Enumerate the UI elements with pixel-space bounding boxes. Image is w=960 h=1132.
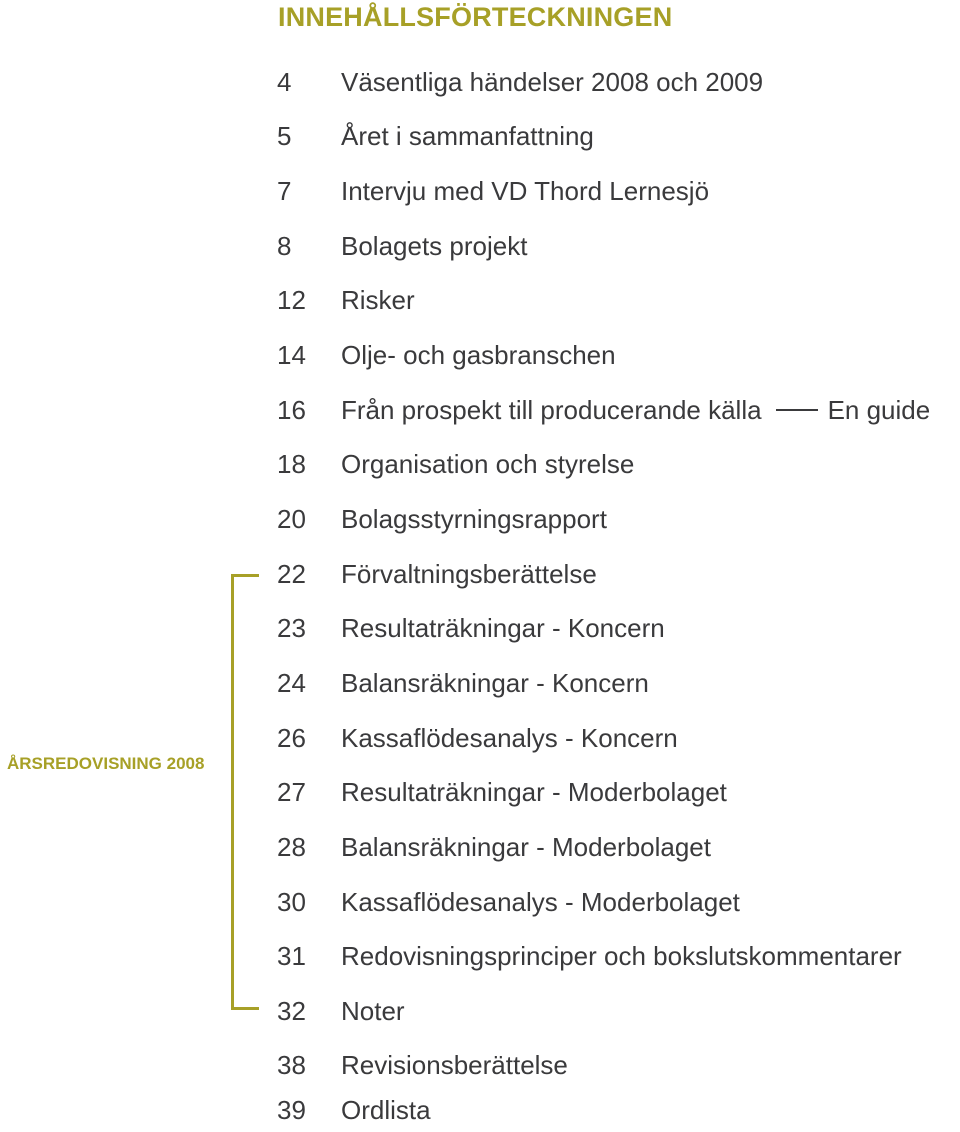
- toc-page-number: 23: [277, 613, 306, 643]
- toc-entry-label: Balansräkningar - Koncern: [341, 668, 649, 698]
- toc-page-number: 27: [277, 777, 306, 807]
- toc-page-number: 30: [277, 887, 306, 917]
- toc-entry-label: [341, 390, 930, 430]
- toc-page-number: 5: [277, 121, 292, 151]
- toc-entry-label: Året i sammanfattning: [341, 121, 594, 151]
- toc-entry-label: Väsentliga händelser 2008 och 2009: [341, 67, 764, 97]
- toc-entry-label: Kassaflödesanalys - Moderbolaget: [341, 887, 740, 917]
- section-bracket: [231, 574, 259, 1010]
- toc-page-number: 26: [277, 723, 306, 753]
- toc-title: INNEHÅLLSFÖRTECKNINGEN: [278, 2, 673, 32]
- toc-entry-label: Kassaflödesanalys - Koncern: [341, 723, 678, 753]
- toc-page-number: 38: [277, 1050, 306, 1080]
- toc-entry-label: Bolagsstyrningsrapport: [341, 504, 607, 534]
- toc-entry-label: Redovisningsprinciper och bokslutskommentarer: [341, 941, 902, 971]
- toc-entry-label: Revisionsberättelse: [341, 1050, 568, 1080]
- toc-entry-label-suffix: En guide: [827, 395, 931, 425]
- toc-page-number: 20: [277, 504, 306, 534]
- toc-entry-label: Resultaträkningar - Moderbolaget: [341, 777, 727, 807]
- toc-page-number: 39: [277, 1095, 306, 1125]
- toc-page-number: 16: [277, 395, 306, 425]
- toc-entry-label: Ordlista: [341, 1095, 431, 1125]
- em-dash-separator: [776, 409, 818, 411]
- toc-entry-label: Noter: [341, 996, 405, 1026]
- toc-page-number: 18: [277, 449, 306, 479]
- toc-entry-label: Balansräkningar - Moderbolaget: [341, 832, 711, 862]
- toc-page-number: 14: [277, 340, 306, 370]
- toc-entry-label: Olje- och gasbranschen: [341, 340, 616, 370]
- toc-page-number: 22: [277, 559, 306, 589]
- section-label: ÅRSREDOVISNING 2008: [7, 754, 205, 773]
- toc-page-number: 12: [277, 285, 306, 315]
- toc-page-number: 28: [277, 832, 306, 862]
- toc-page-number: 7: [277, 176, 292, 206]
- toc-entry-label: Organisation och styrelse: [341, 449, 635, 479]
- toc-entry-label: Bolagets projekt: [341, 231, 528, 261]
- toc-page-number: 8: [277, 231, 292, 261]
- toc-page-number: 31: [277, 941, 306, 971]
- toc-entry-label: Resultaträkningar - Koncern: [341, 613, 665, 643]
- toc-page-number: 24: [277, 668, 306, 698]
- toc-entry-label-main: Från prospekt till producerande källa: [341, 395, 762, 425]
- toc-entry-label: Förvaltningsberättelse: [341, 559, 597, 589]
- toc-page-number: 32: [277, 996, 306, 1026]
- toc-page-number: 4: [277, 67, 292, 97]
- toc-entry-label: Intervju med VD Thord Lernesjö: [341, 176, 710, 206]
- toc-entry-label: Risker: [341, 285, 415, 315]
